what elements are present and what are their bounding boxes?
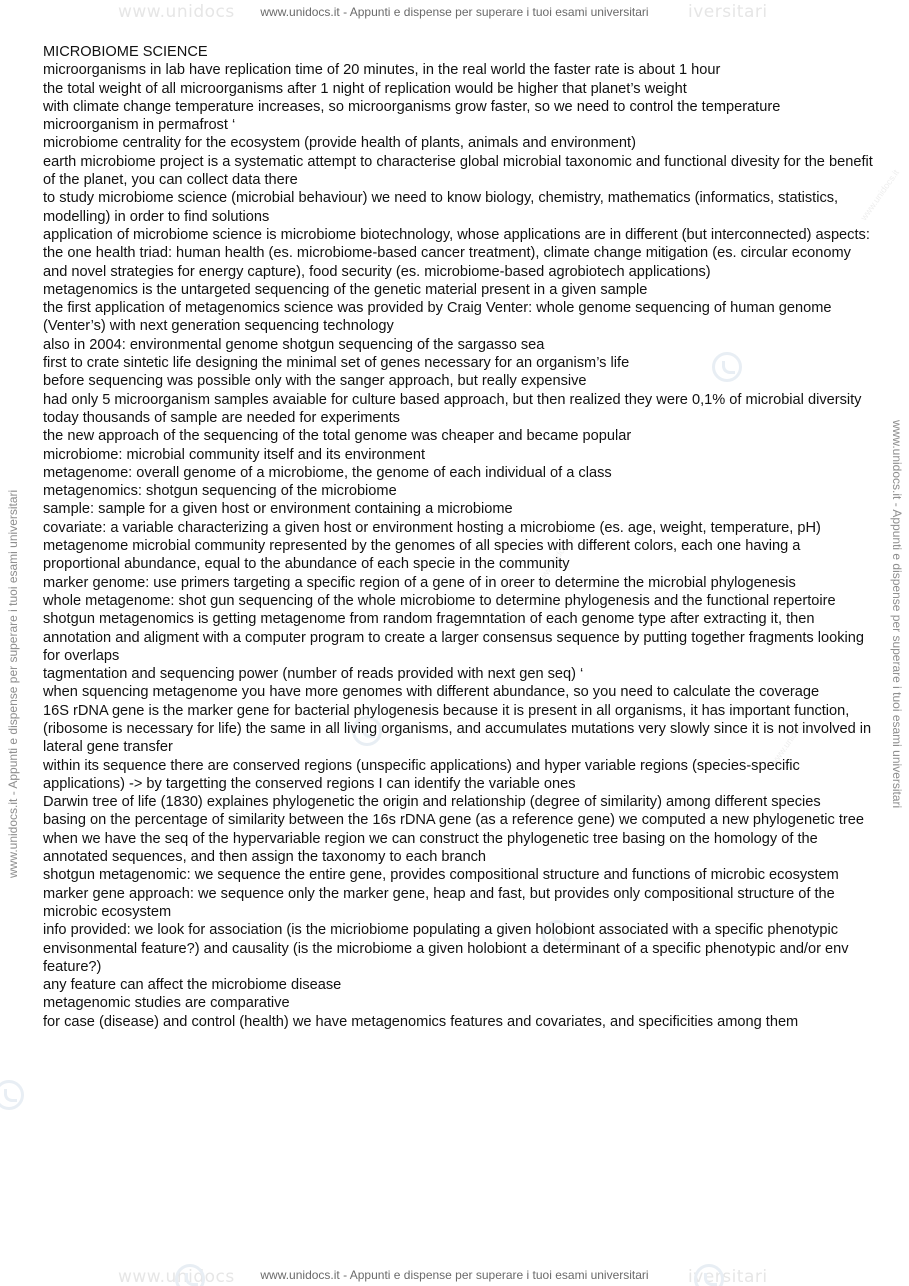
text-line: metagenome: overall genome of a microbiome, the genome of each individual of a class	[43, 464, 612, 481]
watermark-ghost-text-bottom-right: iversitari	[688, 1267, 768, 1286]
text-line: whole metagenome: shot gun sequencing of the whole microbiome to determine phylogenesis and the functional repertoire	[43, 592, 836, 609]
document-body	[43, 43, 873, 1031]
text-line: marker genome: use primers targeting a specific region of a gene of in oreer to determine the microbial phylogenesis	[43, 574, 796, 591]
text-line: microbiome: microbial community itself and its environment	[43, 446, 426, 463]
text-line: basing on the percentage of similarity between the 16s rDNA gene (as a reference gene) we computed a new phylogenetic tree	[43, 812, 864, 829]
text-line: microorganism in permafrost ‘	[43, 117, 236, 134]
text-line: today thousands of sample are needed for experiments	[43, 409, 400, 426]
text-line: 16S rDNA gene is the marker gene for bacterial phylogenesis because it is present in all organisms, it has important function, (ribosome is necessary for life) the same in all living organisms, and accumulates mutations very slowly since it is not involved in lateral gene transfer	[43, 702, 872, 756]
watermark-ghost-text-bottom-left: www.unidocs	[118, 1267, 235, 1286]
text-line: Darwin tree of life (1830) explaines phylogenetic the origin and relationship (degree of similarity) among different species	[43, 794, 821, 811]
text-line: metagenomics is the untargeted sequencing of the genetic material present in a given sample	[43, 281, 648, 298]
text-line: when we have the seq of the hypervariable region we can construct the phylogenetic tree basing on the homology of the annotated sequences, and then assign the taxonomy to each branch	[43, 830, 818, 866]
document-title: MICROBIOME SCIENCE	[43, 44, 208, 60]
text-line: for case (disease) and control (health) we have metagenomics features and covariates, and specificities among them	[43, 1013, 799, 1030]
watermark-diagonal-text: www.unidocs.it	[768, 712, 811, 768]
text-line: to study microbiome science (microbial behaviour) we need to know biology, chemistry, mathematics (informatics, statistics, modelling) in order to find solutions	[43, 190, 839, 225]
text-line: earth microbiome project is a systematic attempt to characterise global microbial taxonomic and functional divesity for the benefit of the planet, you can collect data there	[43, 153, 873, 189]
text-line: with climate change temperature increases, so microorganisms grow faster, so we need to control the temperature	[43, 98, 781, 115]
text-line: the new approach of the sequencing of the total genome was cheaper and became popular	[43, 428, 632, 445]
text-line: first to crate sintetic life designing the minimal set of genes necessary for an organism’s life	[43, 355, 630, 372]
watermark-banner-bottom: www.unidocs.it - Appunti e dispense per superare i tuoi esami universitari	[260, 1268, 649, 1282]
text-line: shotgun metagenomic: we sequence the entire gene, provides compositional structure and functions of microbic ecosystem	[43, 867, 839, 884]
text-line: metagenomic studies are comparative	[43, 995, 290, 1012]
watermark-diagonal-text: www.unidocs.it	[533, 532, 576, 588]
text-line: metagenomics: shotgun sequencing of the microbiome	[43, 483, 397, 500]
watermark-logo-icon	[694, 1264, 724, 1286]
text-line: marker gene approach: we sequence only the marker gene, heap and fast, but provides only compositional structure of the microbic ecosystem	[43, 885, 835, 920]
text-line: shotgun metagenomics is getting metagenome from random fragemntation of each genome type after extracting it, then annotation and aligment with a computer program to create a larger consensus sequence by putting together fragments looking for overlaps	[43, 611, 864, 664]
watermark-ghost-text-top-right: iversitari	[688, 2, 768, 22]
text-line: tagmentation and sequencing power (number of reads provided with next gen seq) ‘	[43, 666, 584, 683]
text-line: before sequencing was possible only with the sanger approach, but really expensive	[43, 373, 587, 390]
watermark-logo-icon	[0, 1080, 24, 1110]
text-line: metagenome microbial community represented by the genomes of all species with different colors, each one having a proportional abundance, equal to the abundance of each specie in the community	[43, 538, 801, 573]
text-line: had only 5 microorganism samples avaiable for culture based approach, but then realized they were 0,1% of microbial diversity	[43, 391, 862, 408]
text-line: within its sequence there are conserved regions (unspecific applications) and hyper variable regions (species-specific applications) -> by targetting the conserved regions I can identify the variable ones	[43, 757, 800, 792]
text-line: application of microbiome science is microbiome biotechnology, whose applications are in different (but interconnected) aspects: the one health triad: human health (es. microbiome-based cancer treatment), climate change mitigation (es. circular economy and novel strategies for energy capture), food security (es. microbiome-based agrobiotech applications)	[43, 226, 870, 280]
watermark-banner-top: www.unidocs.it - Appunti e dispense per superare i tuoi esami universitari	[260, 5, 649, 19]
text-line: the total weight of all microorganisms after 1 night of replication would be higher that planet’s weight	[43, 80, 687, 97]
watermark-logo-icon	[175, 1264, 205, 1286]
text-line: also in 2004: environmental genome shotgun sequencing of the sargasso sea	[43, 336, 545, 353]
text-line: microorganisms in lab have replication time of 20 minutes, in the real world the faster rate is about 1 hour	[43, 62, 721, 79]
text-line: microbiome centrality for the ecosystem (provide health of plants, animals and environment)	[43, 135, 636, 152]
text-line: info provided: we look for association (is the micriobiome populating a given holobiont associated with a specific phenotypic envisonmental feature?) and causality (is the microbiome a given holobiont a determinant of a specific phenotypic and/or env feature?)	[43, 922, 849, 975]
watermark-ghost-text-top-left: www.unidocs	[118, 2, 235, 22]
watermark-side-right: www.unidocs.it - Appunti e dispense per superare i tuoi esami universitari	[890, 420, 904, 809]
text-line: sample: sample for a given host or environment containing a microbiome	[43, 501, 513, 518]
text-line: covariate: a variable characterizing a given host or environment hosting a microbiome (es. age, weight, temperature, pH)	[43, 519, 821, 536]
document-text	[43, 61, 873, 1031]
text-line: when squencing metagenome you have more genomes with different abundance, so you need to calculate the coverage	[43, 684, 820, 701]
text-line: the first application of metagenomics science was provided by Craig Venter: whole genome sequencing of human genome (Venter’s) with next generation sequencing technology	[43, 300, 832, 335]
watermark-diagonal-text: www.unidocs.it	[858, 167, 901, 223]
text-line: any feature can affect the microbiome disease	[43, 977, 342, 994]
watermark-side-left: www.unidocs.it - Appunti e dispense per superare i tuoi esami universitari	[6, 489, 20, 878]
